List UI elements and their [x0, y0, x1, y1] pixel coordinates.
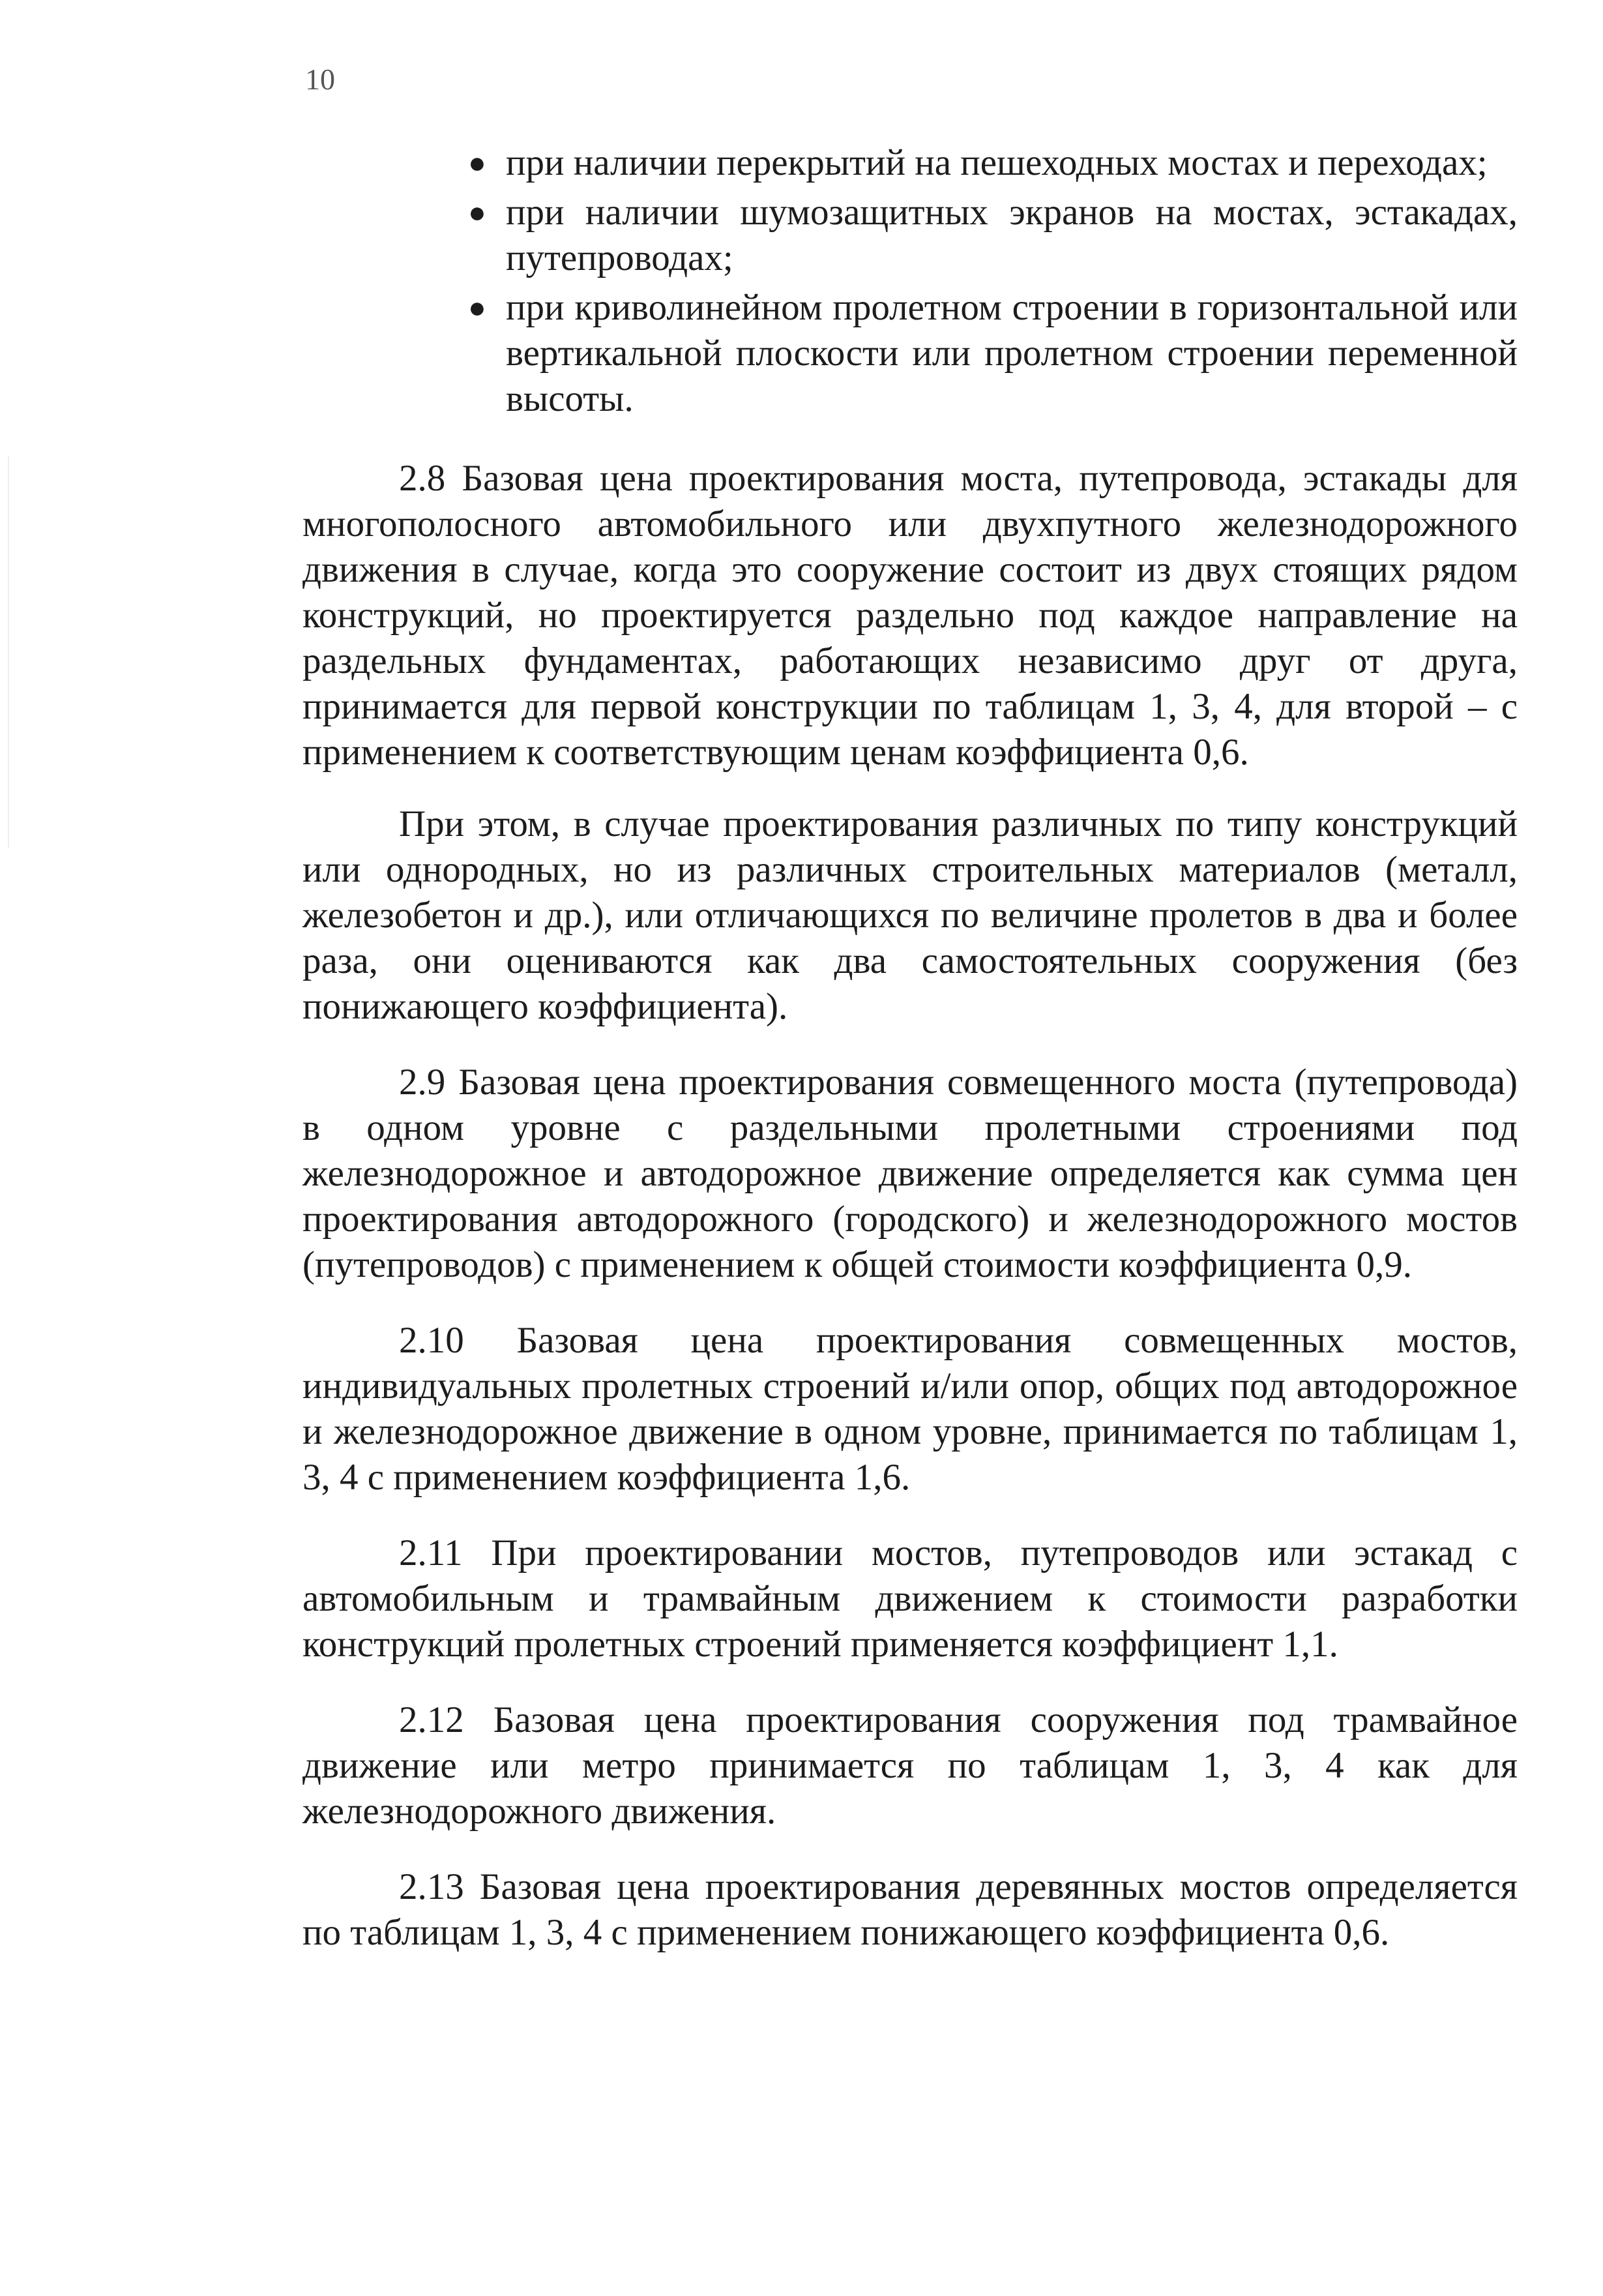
scan-edge-mark [8, 456, 9, 848]
document-body [302, 140, 1518, 1986]
bullet-icon: ● [468, 146, 486, 179]
list-item [468, 285, 1518, 422]
paragraph-2-13: 2.13 Базовая цена проектирования деревянных мостов определяется по таблицам 1, 3, 4 с применением понижающего коэффициента 0,6. [302, 1866, 1518, 1953]
list-item-text: при криволинейном пролетном строении в горизонтальной или вертикальной плоскости или пролетном строении переменной высоты. [506, 287, 1518, 419]
list-item-text: при наличии перекрытий на пешеходных мостах и переходах; [506, 142, 1488, 183]
list-item-text: при наличии шумозащитных экранов на мостах, эстакадах, путепроводах; [506, 192, 1518, 278]
page-number: 10 [305, 63, 335, 96]
paragraph-2-9: 2.9 Базовая цена проектирования совмещенного моста (путепровода) в одном уровне с раздельными пролетными строениями под железнодорожное и автодорожное движение определяется как сумма цен проектирования автодорожного (городского) и железнодорожного мостов (путепроводов) с применением к общей стоимости коэффициента 0,9. [302, 1062, 1518, 1285]
bullet-icon: ● [468, 196, 486, 229]
bullet-icon: ● [468, 291, 486, 324]
paragraph-2-8-note: При этом, в случае проектирования различных по типу конструкций или однородных, но из различных строительных материалов (металл, железобетон и др.), или отличающихся по величине пролетов в два и более раза, они оцениваются как два самостоятельных сооружения (без понижающего коэффициента). [302, 803, 1518, 1027]
list-item [468, 190, 1518, 281]
paragraph-2-11: 2.11 При проектировании мостов, путепроводов или эстакад с автомобильным и трамвайным движением к стоимости разработки конструкций пролетных строений применяется коэффициент 1,1. [302, 1532, 1518, 1665]
bullet-list [302, 140, 1518, 422]
paragraph-2-12: 2.12 Базовая цена проектирования сооружения под трамвайное движение или метро принимается по таблицам 1, 3, 4 как для железнодорожного движения. [302, 1699, 1518, 1832]
paragraph-2-10: 2.10 Базовая цена проектирования совмещенных мостов, индивидуальных пролетных строений и/или опор, общих под автодорожное и железнодорожное движение в одном уровне, принимается по таблицам 1, 3, 4 с применением коэффициента 1,6. [302, 1320, 1518, 1498]
list-item [468, 140, 1518, 186]
paragraph-2-8: 2.8 Базовая цена проектирования моста, путепровода, эстакады для многополосного автомобильного или двухпутного железнодорожного движения в случае, когда это сооружение состоит из двух стоящих рядом конструкций, но проектируется раздельно под каждое направление на раздельных фундаментах, работающих независимо друг от друга, принимается для первой конструкции по таблицам 1, 3, 4, для второй – с применением к соответствующим ценам коэффициента 0,6. [302, 458, 1518, 773]
